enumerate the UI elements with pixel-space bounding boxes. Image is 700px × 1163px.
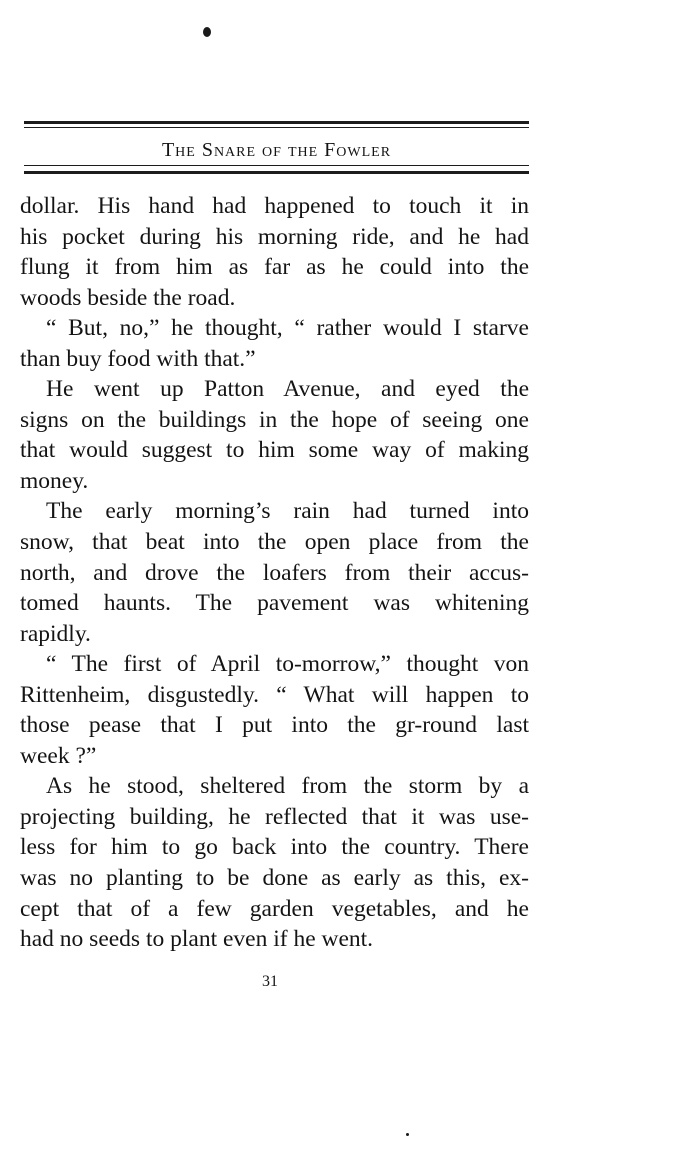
body-text bbox=[20, 191, 529, 955]
header-rule-thin-top bbox=[24, 127, 529, 128]
text-line: those pease that I put into the gr-round last bbox=[20, 712, 529, 739]
header-rule-thick-top bbox=[24, 121, 529, 124]
text-line: The early morning’s rain had turned into bbox=[46, 498, 529, 525]
text-line: than buy food with that.” bbox=[20, 345, 256, 372]
text-line: north, and drove the loafers from their accus- bbox=[20, 559, 529, 586]
header-rule-thin-bottom bbox=[24, 165, 529, 166]
ink-speck-bottom bbox=[406, 1133, 409, 1136]
text-line: signs on the buildings in the hope of seeing one bbox=[20, 406, 529, 433]
text-line: less for him to go back into the country. There bbox=[20, 834, 529, 861]
text-line: Rittenheim, disgustedly. “ What will happen to bbox=[20, 681, 529, 708]
text-line: snow, that beat into the open place from the bbox=[20, 529, 529, 556]
text-line: woods beside the road. bbox=[20, 284, 236, 311]
text-line: He went up Patton Avenue, and eyed the bbox=[46, 376, 529, 403]
text-line: week ?” bbox=[20, 742, 97, 769]
page-number: 31 bbox=[262, 973, 278, 990]
running-head: The Snare of the Fowler bbox=[161, 139, 392, 161]
header-rule-thick-bottom bbox=[24, 171, 529, 174]
ink-speck-top bbox=[203, 27, 211, 37]
text-line: tomed haunts. The pavement was whitening bbox=[20, 590, 529, 617]
text-line: money. bbox=[20, 467, 89, 494]
text-line: “ The first of April to-morrow,” thought von bbox=[46, 651, 529, 678]
text-line: projecting building, he reflected that it was use- bbox=[20, 803, 529, 830]
text-line: flung it from him as far as he could into the bbox=[20, 254, 529, 281]
text-line: dollar. His hand had happened to touch it in bbox=[20, 193, 529, 219]
text-line: was no planting to be done as early as this, ex- bbox=[20, 865, 529, 892]
text-line: “ But, no,” he thought, “ rather would I starve bbox=[46, 315, 529, 342]
text-line: As he stood, sheltered from the storm by a bbox=[46, 773, 529, 800]
text-line: cept that of a few garden vegetables, and he bbox=[20, 895, 529, 922]
text-line: that would suggest to him some way of making bbox=[20, 437, 529, 464]
text-line: had no seeds to plant even if he went. bbox=[20, 926, 374, 953]
text-line: his pocket during his morning ride, and he had bbox=[20, 223, 529, 250]
text-line: rapidly. bbox=[20, 620, 91, 647]
